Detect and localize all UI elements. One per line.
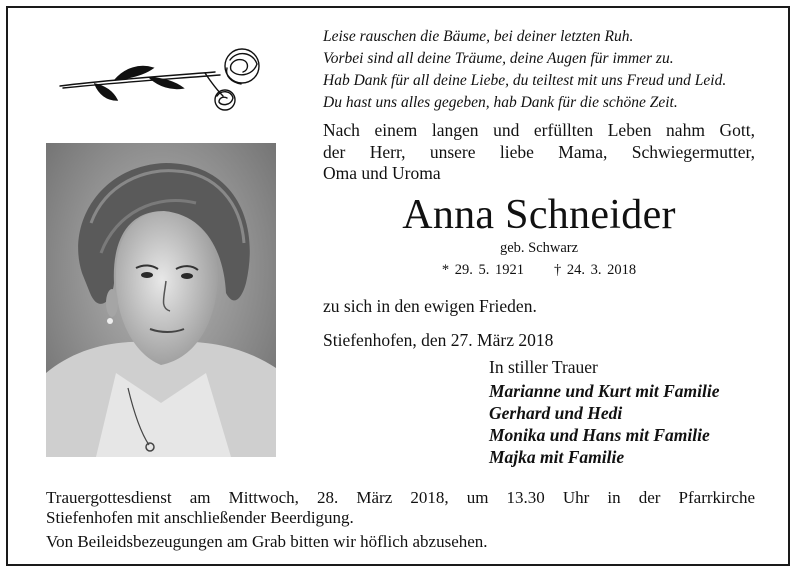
deceased-name: Anna Schneider bbox=[402, 192, 676, 238]
mourner-family: Monika und Hans mit Familie bbox=[489, 425, 710, 445]
mourners-list bbox=[489, 380, 719, 468]
intro-line: Oma und Uroma bbox=[323, 163, 441, 183]
portrait-photo bbox=[46, 143, 276, 457]
place-date: Stiefenhofen, den 27. März 2018 bbox=[323, 330, 554, 350]
maiden-name: geb. Schwarz bbox=[499, 240, 579, 256]
mourner-family: Majka mit Familie bbox=[489, 447, 625, 467]
poem-line: Vorbei sind all deine Träume, deine Augen für immer zu. bbox=[323, 50, 674, 67]
service-line: Stiefenhofen mit anschließender Beerdigung. bbox=[46, 508, 354, 527]
service-line: Trauergottesdienst am Mittwoch, 28. März 2018, um 13.30 Uhr in der Pfarrkirche bbox=[46, 488, 755, 507]
mourning-label: In stiller Trauer bbox=[489, 357, 598, 377]
mourner-family: Gerhard und Hedi bbox=[489, 403, 623, 423]
intro-line: der Herr, unsere liebe Mama, Schwiegermutter, bbox=[323, 141, 755, 162]
poem-line: Leise rauschen die Bäume, bei deiner letzten Ruh. bbox=[323, 28, 634, 45]
birth-date: * 29. 5. 1921 bbox=[441, 262, 524, 278]
funeral-service-info bbox=[46, 488, 755, 528]
peace-text: zu sich in den ewigen Frieden. bbox=[323, 296, 537, 316]
rose-icon bbox=[55, 42, 270, 114]
life-dates bbox=[323, 262, 755, 279]
poem-line: Hab Dank für all deine Liebe, du teiltest mit uns Freud und Leid. bbox=[323, 72, 727, 89]
intro-line: Nach einem langen und erfüllten Leben nahm Gott, bbox=[323, 120, 755, 140]
poem-line: Du hast uns alles gegeben, hab Dank für die schöne Zeit. bbox=[323, 94, 678, 111]
mourner-family: Marianne und Kurt mit Familie bbox=[489, 381, 720, 401]
intro-text bbox=[323, 120, 755, 185]
poem bbox=[323, 26, 783, 114]
death-date: † 24. 3. 2018 bbox=[554, 262, 637, 278]
condolence-note: Von Beileidsbezeugungen am Grab bitten wir höflich abzusehen. bbox=[46, 532, 488, 551]
